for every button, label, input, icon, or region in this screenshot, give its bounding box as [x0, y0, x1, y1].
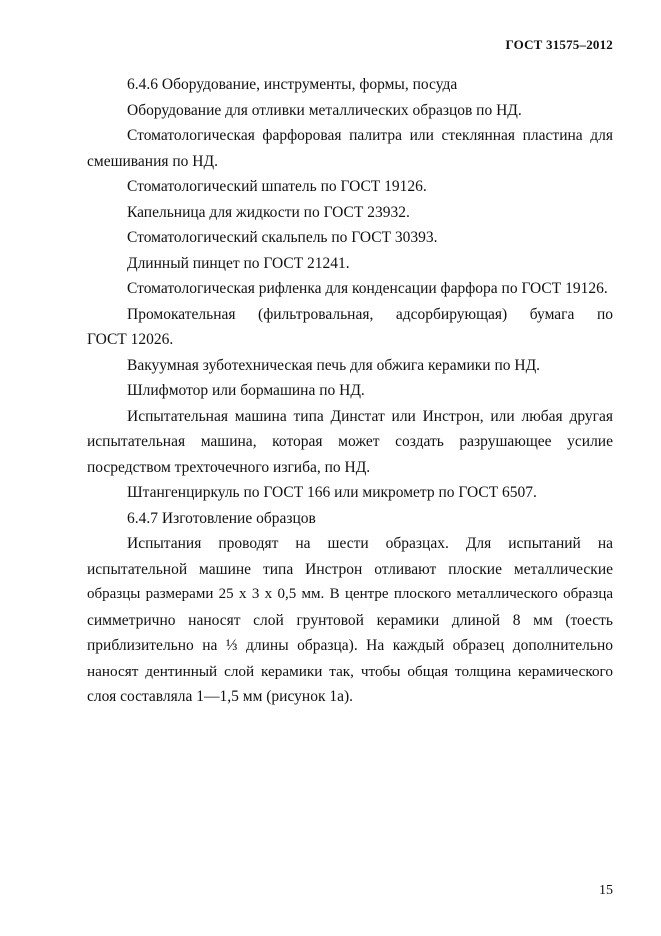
paragraph: Стоматологический скальпель по ГОСТ 30393.: [127, 229, 438, 246]
paragraph: Длинный пинцет по ГОСТ 21241.: [127, 254, 350, 272]
paragraph-line: слоя составляла 1—1,5 мм (рисунок 1а).: [87, 688, 354, 705]
paragraph: Оборудование для отливки металлических образцов по НД.: [127, 101, 522, 119]
paragraph: Штангенциркуль по ГОСТ 166 или микрометр по ГОСТ 6507.: [127, 484, 537, 501]
section-heading-6-4-7: 6.4.7 Изготовление образцов: [127, 509, 316, 527]
paragraph: Капельница для жидкости по ГОСТ 23932.: [127, 203, 410, 221]
page-number: 15: [599, 883, 613, 898]
paragraph-line: испытательной машине типа Инстрон отливают плоские металлические: [87, 560, 613, 578]
document-body: [87, 72, 613, 710]
paragraph-line: Промокательная (фильтровальная, адсорбирующая) бумага по: [127, 305, 613, 323]
paragraph-line: ГОСТ 12026.: [87, 331, 174, 348]
paragraph: Вакуумная зуботехническая печь для обжига керамики по НД.: [127, 356, 541, 374]
paragraph-line: приблизительно на ⅓ длины образца). На каждый образец дополнительно: [87, 637, 613, 654]
paragraph-line: посредством трехточечного изгиба, по НД.: [87, 458, 371, 476]
paragraph-line: Испытательная машина типа Динстат или Инстрон, или любая другая: [127, 407, 613, 425]
paragraph-line: наносят дентинный слой керамики так, чтобы общая толщина керамического: [87, 662, 613, 680]
paragraph: Шлифмотор или бормашина по НД.: [127, 382, 365, 399]
paragraph-line: образцы размерами 25 х 3 х 0,5 мм. В центре плоского металлического образца: [87, 586, 613, 602]
paragraph-line: испытательная машина, которая может создать разрушающее усилие: [87, 433, 613, 450]
paragraph-line: смешивания по НД.: [87, 152, 218, 170]
document-header: ГОСТ 31575–2012: [505, 37, 613, 52]
paragraph-line: симметрично наносят слой грунтовой керамики длиной 8 мм (тоесть: [87, 611, 613, 629]
paragraph: Стоматологический шпатель по ГОСТ 19126.: [127, 178, 427, 195]
paragraph: Стоматологическая рифленка для конденсации фарфора по ГОСТ 19126.: [127, 280, 608, 297]
paragraph-line: Испытания проводят на шести образцах. Для испытаний на: [127, 535, 613, 552]
paragraph-line: Стоматологическая фарфоровая палитра или стеклянная пластина для: [127, 127, 613, 144]
section-heading-6-4-6: 6.4.6 Оборудование, инструменты, формы, посуда: [127, 76, 458, 93]
